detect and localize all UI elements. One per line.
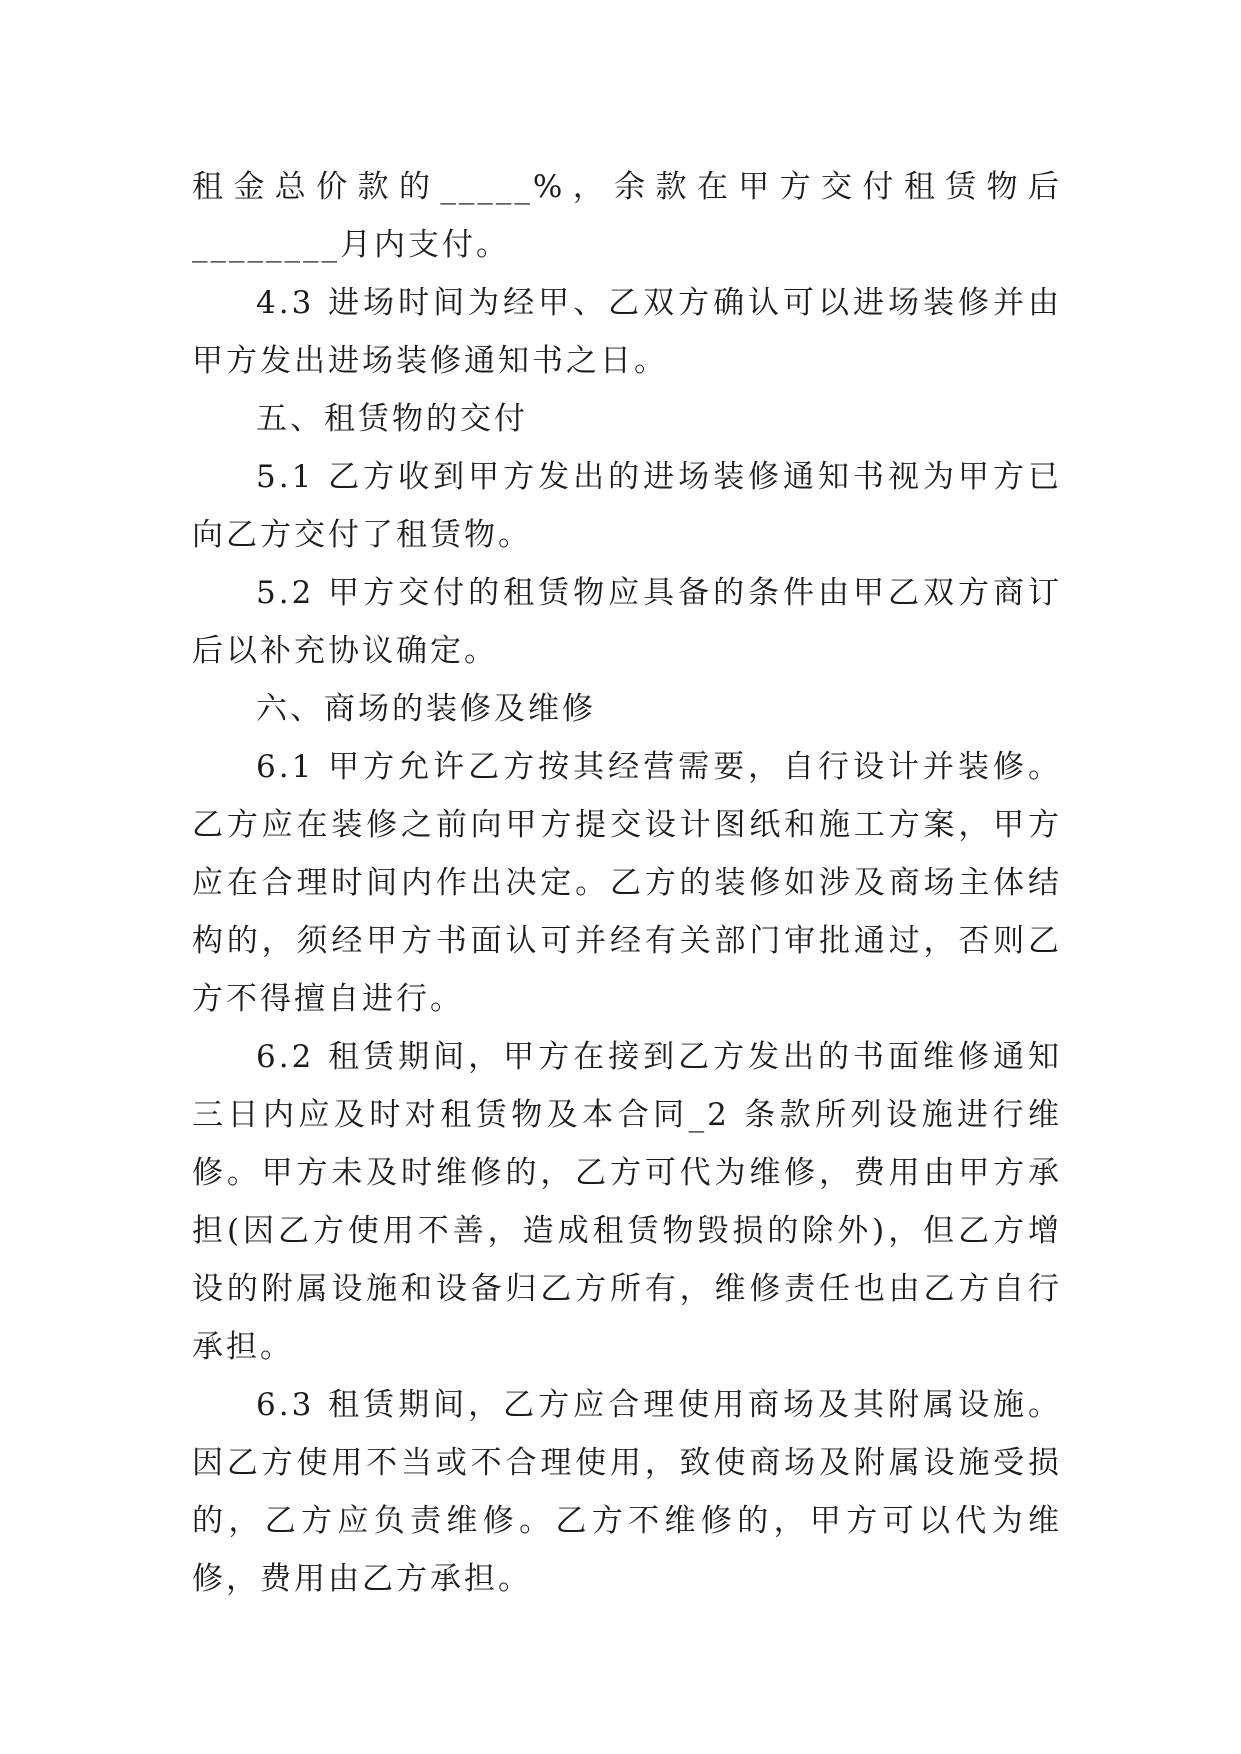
clause-5-1: 5.1 乙方收到甲方发出的进场装修通知书视为甲方已向乙方交付了租赁物。 [192,459,1062,553]
section-heading-5: 五、租赁物的交付 [256,401,528,437]
clause-6-2: 6.2 租赁期间，甲方在接到乙方发出的书面维修通知三日内应及时对租赁物及本合同_2 条款所列设施进行维修。甲方未及时维修的，乙方可代为维修，费用由甲方承担(因乙方使用不善，造成租赁物毁损的除外)，但乙方增设的附属设施和设备归乙方所有，维修责任也由乙方自行承担。 [192,1039,1062,1365]
paragraph-payment-continuation: 租金总价款的_____%，余款在甲方交付租赁物后________月内支付。 [192,169,1062,263]
clause-6-1: 6.1 甲方允许乙方按其经营需要，自行设计并装修。乙方应在装修之前向甲方提交设计图纸和施工方案，甲方应在合理时间内作出决定。乙方的装修如涉及商场主体结构的，须经甲方书面认可并经有关部门审批通过，否则乙方不得擅自进行。 [192,749,1062,1017]
clause-4-3: 4.3 进场时间为经甲、乙双方确认可以进场装修并由甲方发出进场装修通知书之日。 [192,285,1062,379]
clause-5-2: 5.2 甲方交付的租赁物应具备的条件由甲乙双方商订后以补充协议确定。 [192,575,1062,669]
section-heading-6: 六、商场的装修及维修 [256,691,596,727]
clause-6-3: 6.3 租赁期间，乙方应合理使用商场及其附属设施。因乙方使用不当或不合理使用，致使商场及附属设施受损的，乙方应负责维修。乙方不维修的，甲方可以代为维修，费用由乙方承担。 [192,1387,1062,1597]
document-body [192,158,1062,1608]
